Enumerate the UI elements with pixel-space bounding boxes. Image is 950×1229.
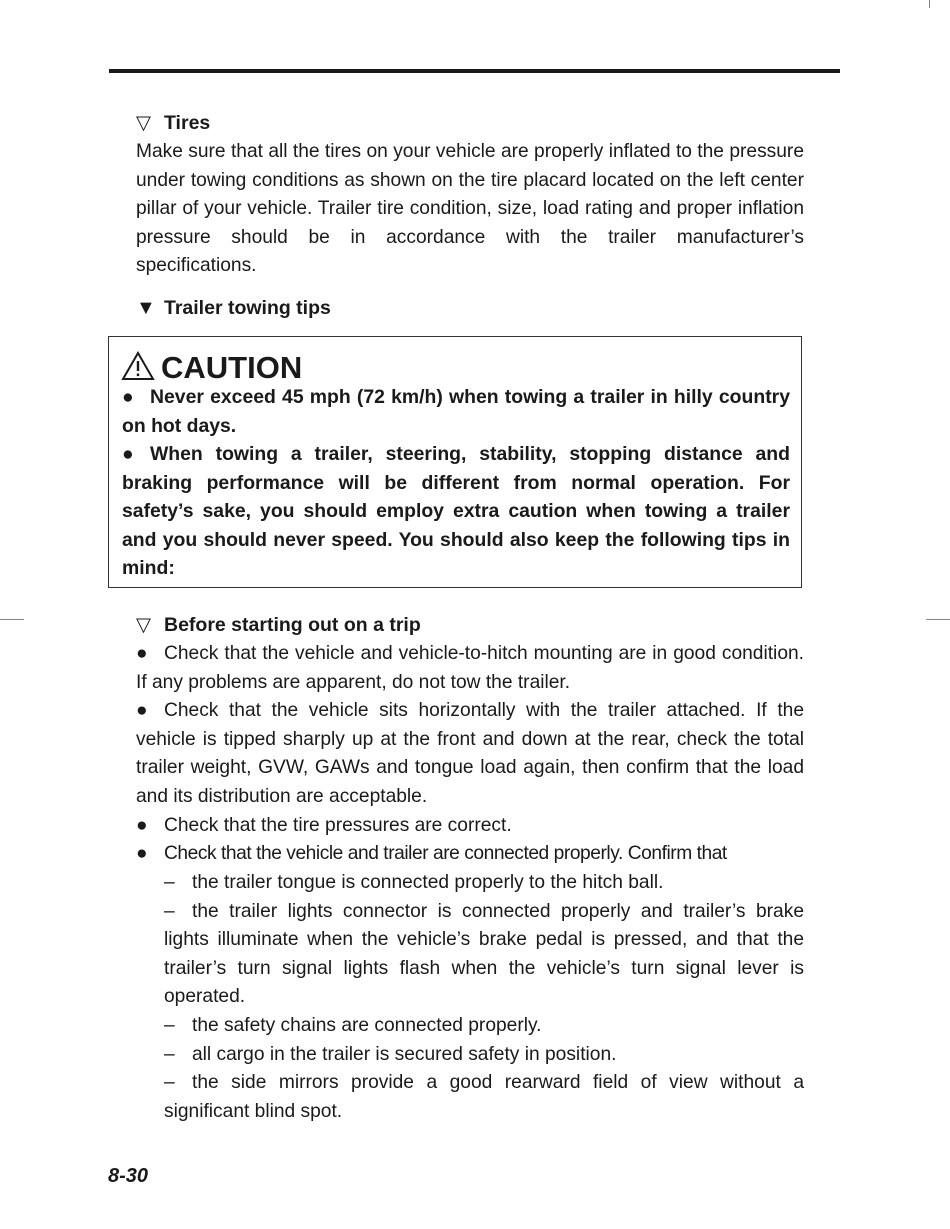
- page-number: 8-30: [108, 1165, 149, 1187]
- bullet-icon: ●: [136, 843, 148, 865]
- list-item: [136, 812, 804, 841]
- sub-item: [164, 1041, 804, 1070]
- before-trip-list: [136, 640, 804, 869]
- header-rule: [109, 69, 840, 73]
- list-item: [136, 697, 804, 811]
- sub-item-text: the safety chains are connected properly.: [192, 1014, 542, 1036]
- caution-title-text: CAUTION: [161, 350, 303, 385]
- bullet-icon: ●: [122, 443, 134, 465]
- sub-item: [164, 1069, 804, 1126]
- dash-icon: –: [164, 872, 175, 893]
- bullet-icon: ●: [136, 814, 148, 836]
- dash-icon: –: [164, 900, 175, 922]
- list-item-text: Check that the vehicle sits horizontally with the trailer attached. If the vehicle is tipped sharply up at the front and down at the rear, check the total trailer weight, GVW, GAWs and tongue load again, then confirm that the load and its distribution are acceptable.: [136, 700, 804, 807]
- bullet-icon: ●: [122, 386, 134, 408]
- warning-triangle-icon: [121, 351, 155, 381]
- before-trip-heading-text: Before starting out on a trip: [164, 614, 421, 636]
- dash-icon: –: [164, 1014, 175, 1036]
- dash-icon: –: [164, 1043, 175, 1065]
- crop-mark-right: [926, 619, 950, 620]
- dash-icon: –: [164, 1072, 175, 1094]
- sub-item: [164, 869, 804, 898]
- list-item-text: Check that the vehicle and trailer are connected properly. Confirm that: [164, 843, 727, 865]
- confirm-sublist: [164, 869, 804, 1126]
- tires-body: Make sure that all the tires on your vehicle are properly inflated to the pressure under towing conditions as shown on the tire placard located on the left center pillar of your vehicle. Trailer tire condition, size, load rating and proper inflation pressure should be in accordance with the trailer manufacturer’s specifications.: [136, 141, 804, 277]
- sub-item-text: the trailer tongue is connected properly to the hitch ball.: [192, 872, 664, 893]
- towing-tips-heading: [136, 294, 331, 322]
- list-item: [136, 840, 804, 869]
- sub-item-text: all cargo in the trailer is secured safety in position.: [192, 1043, 617, 1065]
- solid-triangle-icon: ▼: [136, 297, 156, 319]
- bullet-icon: ●: [136, 643, 148, 664]
- caution-item-text: When towing a trailer, steering, stability, stopping distance and braking performance will be different from normal operation. For safety’s sake, you should employ extra caution when towing a trailer and you should never speed. You should also keep the following tips in mind:: [122, 443, 790, 579]
- open-triangle-icon: ▽: [136, 614, 151, 636]
- bullet-icon: ●: [136, 700, 148, 722]
- list-item: [136, 640, 804, 697]
- caution-item: [122, 383, 790, 440]
- caution-box: [108, 336, 802, 588]
- tires-heading: [136, 109, 210, 137]
- sub-item-text: the side mirrors provide a good rearward field of view without a significant blind spot.: [164, 1072, 804, 1122]
- list-item-text: Check that the tire pressures are correct.: [164, 814, 512, 836]
- sub-item: [164, 1012, 804, 1041]
- caution-item-text: Never exceed 45 mph (72 km/h) when towing a trailer in hilly country on hot days.: [122, 386, 790, 437]
- list-item-text: Check that the vehicle and vehicle-to-hitch mounting are in good condition. If any problems are apparent, do not tow the trailer.: [136, 643, 804, 693]
- caution-item: [122, 440, 790, 583]
- tires-heading-text: Tires: [164, 112, 211, 134]
- open-triangle-icon: ▽: [136, 112, 151, 134]
- before-trip-heading: [136, 611, 421, 639]
- crop-mark-top: [929, 0, 930, 8]
- caution-list: [122, 383, 790, 583]
- crop-mark-left: [0, 619, 24, 620]
- sub-item: [164, 898, 804, 1012]
- towing-tips-heading-text: Trailer towing tips: [164, 297, 331, 319]
- sub-item-text: the trailer lights connector is connected properly and trailer’s brake lights illuminate when the vehicle’s brake pedal is pressed, and that the trailer’s turn signal lights flash when the vehicle’s turn signal lever is operated.: [164, 900, 804, 1008]
